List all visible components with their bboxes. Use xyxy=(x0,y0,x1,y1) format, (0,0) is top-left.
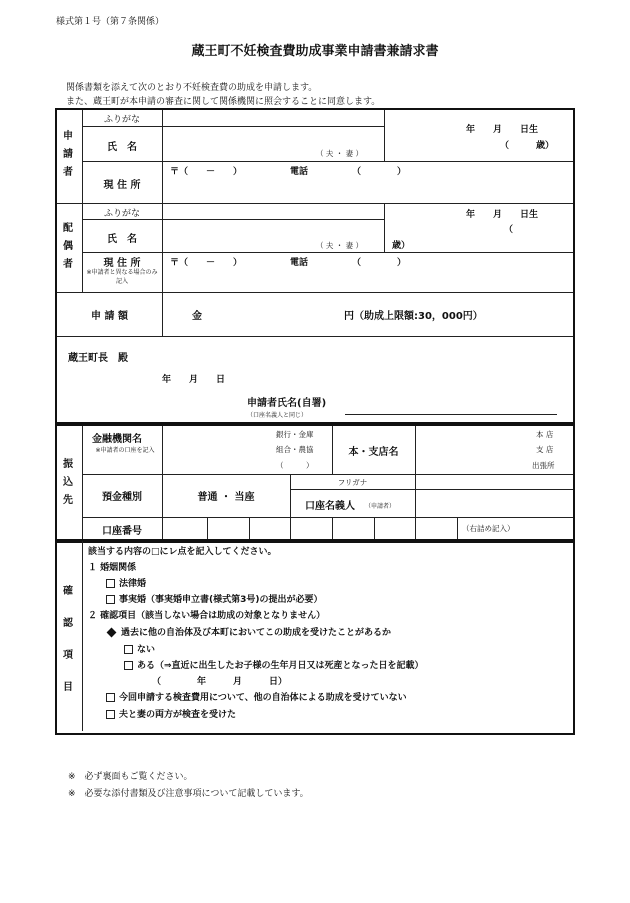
both-tested-checkbox[interactable] xyxy=(106,710,115,719)
legal-marriage-label: 法律婚 xyxy=(119,579,147,589)
spouse-address-label: 現 住 所 xyxy=(103,258,141,269)
yes-checkbox[interactable] xyxy=(124,661,133,670)
yes-label: ある（⇒直近に出生したお子様の生年月日又は死産となった日を記載） xyxy=(137,661,424,671)
bank-branch-1[interactable]: 本 店 xyxy=(536,430,554,439)
bank-branch-2[interactable]: 支 店 xyxy=(536,445,554,454)
application-date[interactable]: 年 月 日 xyxy=(162,375,226,385)
other-subsidy-label: 今回申請する検査費用について、他の自治体による助成を受けていない xyxy=(119,693,407,703)
applicant-phone-label: 電話 xyxy=(290,167,309,177)
question-1 xyxy=(108,625,391,638)
form-number: 様式第１号（第７条関係） xyxy=(56,17,165,27)
de-facto-option[interactable] xyxy=(106,592,323,605)
bank-institution-label: 金融機関名 xyxy=(92,434,142,445)
other-subsidy-checkbox[interactable] xyxy=(106,693,115,702)
spouse-address-note: ※申請者と異なる場合のみ記入 xyxy=(86,269,158,285)
de-facto-checkbox[interactable] xyxy=(106,595,115,604)
question-1-label: 過去に他の自治体及び本町においてこの助成を受けたことがあるか xyxy=(121,628,392,638)
amount-prefix: 金 xyxy=(192,311,202,322)
de-facto-label: 事実婚（事実婚申立書(様式第3号)の提出が必要） xyxy=(119,595,323,605)
both-tested-label: 夫と妻の両方が検査を受けた xyxy=(119,710,237,720)
amount-label: 申 請 額 xyxy=(91,311,128,322)
bank-section-label: 振込先 xyxy=(63,459,73,506)
applicant-husband-wife[interactable]: （ 夫 ・ 妻 ） xyxy=(316,149,364,158)
spouse-postal[interactable]: 〒（ － ） xyxy=(170,258,243,268)
no-option[interactable] xyxy=(124,642,155,655)
spouse-age-close: 歳） xyxy=(392,241,411,251)
bank-right-align-note: （右詰め記入） xyxy=(462,524,515,533)
spouse-phone-value[interactable]: （ ） xyxy=(352,258,407,268)
both-tested-option[interactable] xyxy=(106,707,236,720)
applicant-furigana-label: ふりがな xyxy=(103,115,140,125)
intro-line-1: 関係書類を添えて次のとおり不妊検査費の助成を申請します。 xyxy=(66,83,318,93)
other-subsidy-option[interactable] xyxy=(106,690,407,703)
birth-date-blank[interactable]: （ 年 月 日） xyxy=(152,677,288,687)
amount-suffix: 円（助成上限額:30，000円） xyxy=(344,311,483,322)
yes-option[interactable] xyxy=(124,658,424,671)
spouse-birthdate[interactable]: 年 月 日生 xyxy=(466,210,539,220)
confirmation-instruction: 該当する内容の□にレ点を記入してください。 xyxy=(88,547,277,557)
no-checkbox[interactable] xyxy=(124,645,133,654)
bank-branch-label: 本・支店名 xyxy=(348,447,399,458)
confirmation-item-1: １ 婚姻関係 xyxy=(88,563,137,573)
bank-deposit-label: 預金種別 xyxy=(102,492,142,503)
spouse-section-label: 配偶者 xyxy=(63,223,73,270)
legal-marriage-option[interactable] xyxy=(106,576,146,589)
bank-furigana-label: フリガナ xyxy=(337,478,368,487)
confirmation-item-2: ２ 確認項目（該当しない場合は助成の対象となりません） xyxy=(88,611,326,621)
bank-holder-note: （申請者） xyxy=(365,503,396,510)
applicant-name-label: 氏 名 xyxy=(107,142,137,153)
bank-deposit-options[interactable]: 普通 ・ 当座 xyxy=(197,492,255,503)
addressee-to: 蔵王町長 殿 xyxy=(68,353,128,364)
intro-line-2: また、蔵王町が本申請の審査に関して関係機関に照会することに同意します。 xyxy=(66,97,381,107)
diamond-bullet-icon xyxy=(107,628,117,638)
signature-note: （口座名義人と同じ） xyxy=(247,412,308,419)
applicant-phone-value[interactable]: （ ） xyxy=(352,167,407,177)
spouse-phone-label: 電話 xyxy=(290,258,309,268)
applicant-birthdate[interactable]: 年 月 日生 xyxy=(466,125,539,135)
note-2: ※ 必要な添付書類及び注意事項について記載しています。 xyxy=(68,789,309,799)
confirmation-section-label: 確認項目 xyxy=(63,586,73,693)
applicant-age[interactable]: （ 歳） xyxy=(500,141,555,151)
note-1: ※ 必ず裏面もご覧ください。 xyxy=(68,772,193,782)
signature-label: 申請者氏名(自署) xyxy=(247,398,327,409)
bank-type-1[interactable]: 銀行・金庫 xyxy=(276,430,314,439)
bank-type-3[interactable]: （ ） xyxy=(276,461,314,470)
bank-holder-label: 口座名義人 xyxy=(305,501,355,512)
applicant-address-label: 現 住 所 xyxy=(103,180,141,191)
legal-marriage-checkbox[interactable] xyxy=(106,579,115,588)
bank-type-2[interactable]: 組合・農協 xyxy=(276,445,314,454)
spouse-furigana-label: ふりがな xyxy=(103,209,140,219)
spouse-name-label: 氏 名 xyxy=(107,234,137,245)
applicant-section-label: 申請者 xyxy=(63,131,73,178)
spouse-age-open: （ xyxy=(504,225,514,235)
spouse-husband-wife[interactable]: （ 夫 ・ 妻 ） xyxy=(316,241,364,250)
page-title: 蔵王町不妊検査費助成事業申請書兼請求書 xyxy=(191,44,439,59)
applicant-postal[interactable]: 〒（ － ） xyxy=(170,167,243,177)
bank-institution-note: ※申請者の口座を記入 xyxy=(95,447,155,454)
no-label: ない xyxy=(137,645,156,655)
bank-branch-3[interactable]: 出張所 xyxy=(532,461,555,470)
bank-account-label: 口座番号 xyxy=(102,526,142,537)
